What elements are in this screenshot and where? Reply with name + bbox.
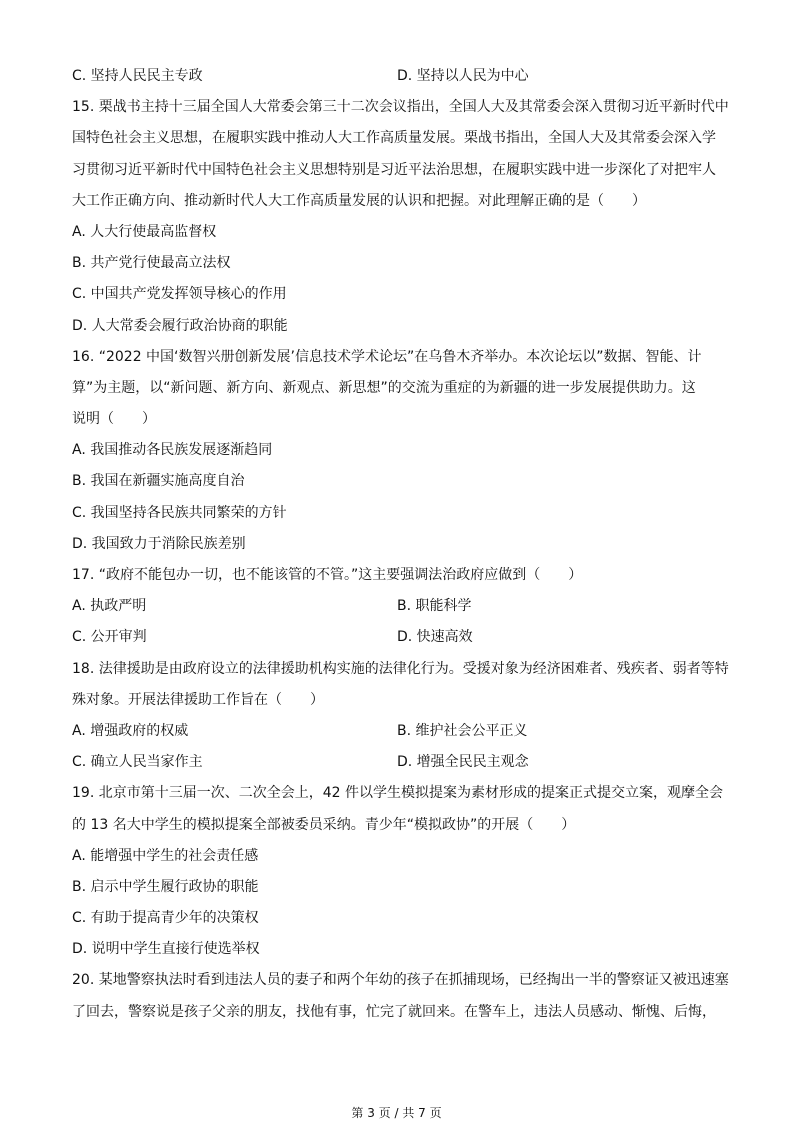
option-row (72, 716, 732, 747)
answer-option: A. 执政严明 (72, 598, 147, 615)
answer-option: C. 中国共产党发挥领导核心的作用 (72, 286, 287, 303)
question-stem-line: 算”为主题，以“新问题、新方向、新观点、新思想”的交流为重症的为新疆的进一步发展提供助力。这 (72, 379, 696, 396)
answer-option: A. 人大行使最高监督权 (72, 223, 217, 240)
question-q19 (72, 778, 732, 965)
question-stem-line: 18. 法律援助是由政府设立的法律援助机构实施的法律化行为。受援对象为经济困难者、残疾者、弱者等特 (72, 660, 729, 677)
question-stem-line: 了回去，警察说是孩子父亲的朋友，找他有事，忙完了就回来。在警车上，违法人员感动、惭愧、后悔， (72, 1003, 716, 1020)
option-row (72, 591, 732, 622)
question-q14-tail (72, 61, 732, 92)
answer-option: B. 职能科学 (397, 598, 472, 615)
option-row (72, 61, 732, 92)
answer-option: D. 坚持以人民为中心 (397, 68, 529, 84)
question-stem-line: 15. 栗战书主持十三届全国人大常委会第三十二次会议指出，全国人大及其常委会深入贯彻习近平新时代中 (72, 99, 729, 116)
answer-option: C. 有助于提高青少年的决策权 (72, 910, 259, 927)
question-stem-line: 习贯彻习近平新时代中国特色社会主义思想特别是习近平法治思想，在履职实践中进一步深化了对把牢人 (72, 161, 716, 178)
question-q17 (72, 560, 732, 654)
answer-option: A. 我国推动各民族发展逐渐趋同 (72, 442, 273, 459)
question-q20 (72, 965, 732, 1027)
question-stem-line: 殊对象。开展法律援助工作旨在（ ） (72, 691, 324, 708)
answer-option: A. 能增强中学生的社会责任感 (72, 847, 259, 864)
answer-option: D. 增强全民民主观念 (397, 754, 529, 771)
question-stem-line: 国特色社会主义思想，在履职实践中推动人大工作高质量发展。栗战书指出，全国人大及其常委会深入学 (72, 130, 716, 147)
question-q18 (72, 654, 732, 779)
option-row (72, 747, 732, 778)
answer-option: A. 增强政府的权威 (72, 722, 189, 739)
question-q15 (72, 92, 732, 342)
question-q16 (72, 342, 732, 560)
answer-option: B. 共产党行使最高立法权 (72, 255, 231, 272)
answer-option: B. 启示中学生履行政协的职能 (72, 878, 259, 895)
question-stem-line: 说明（ ） (72, 411, 156, 428)
answer-option: D. 我国致力于消除民族差别 (72, 535, 246, 552)
question-stem-line: 的 13 名大中学生的模拟提案全部被委员采纳。青少年“模拟政协”的开展（ ） (72, 816, 576, 833)
answer-option: C. 确立人民当家作主 (72, 754, 203, 771)
option-row (72, 622, 732, 653)
question-content (72, 61, 732, 1028)
answer-option: D. 人大常委会履行政治协商的职能 (72, 317, 288, 334)
question-stem-line: 16. “2022 中国‘数智兴册创新发展’信息技术学术论坛”在乌鲁木齐举办。本次论坛以”数据、智能、计 (72, 348, 702, 365)
answer-option: D. 说明中学生直接行使选举权 (72, 941, 260, 958)
question-stem-line: 20. 某地警察执法时看到违法人员的妻子和两个年幼的孩子在抓捕现场，已经掏出一半的警察证又被迅速塞 (72, 972, 729, 989)
question-stem-line: 19. 北京市第十三届一次、二次全会上，42 件以学生模拟提案为素材形成的提案正式提交立案，观摩全会 (72, 785, 723, 802)
answer-option: C. 公开审判 (72, 629, 147, 646)
question-stem-line: 大工作正确方向、推动新时代人大工作高质量发展的认识和把握。对此理解正确的是（ ） (72, 192, 646, 209)
answer-option: C. 我国坚持各民族共同繁荣的方针 (72, 504, 287, 521)
question-stem-line: 17. “政府不能包办一切，也不能该管的不管。”这主要强调法治政府应做到（ ） (72, 567, 583, 583)
answer-option: C. 坚持人民民主专政 (72, 68, 203, 84)
answer-option: B. 维护社会公平正义 (397, 722, 528, 739)
page-footer: 第 3 页 / 共 7 页 (351, 1106, 442, 1120)
answer-option: B. 我国在新疆实施高度自治 (72, 473, 245, 490)
answer-option: D. 快速高效 (397, 629, 473, 646)
